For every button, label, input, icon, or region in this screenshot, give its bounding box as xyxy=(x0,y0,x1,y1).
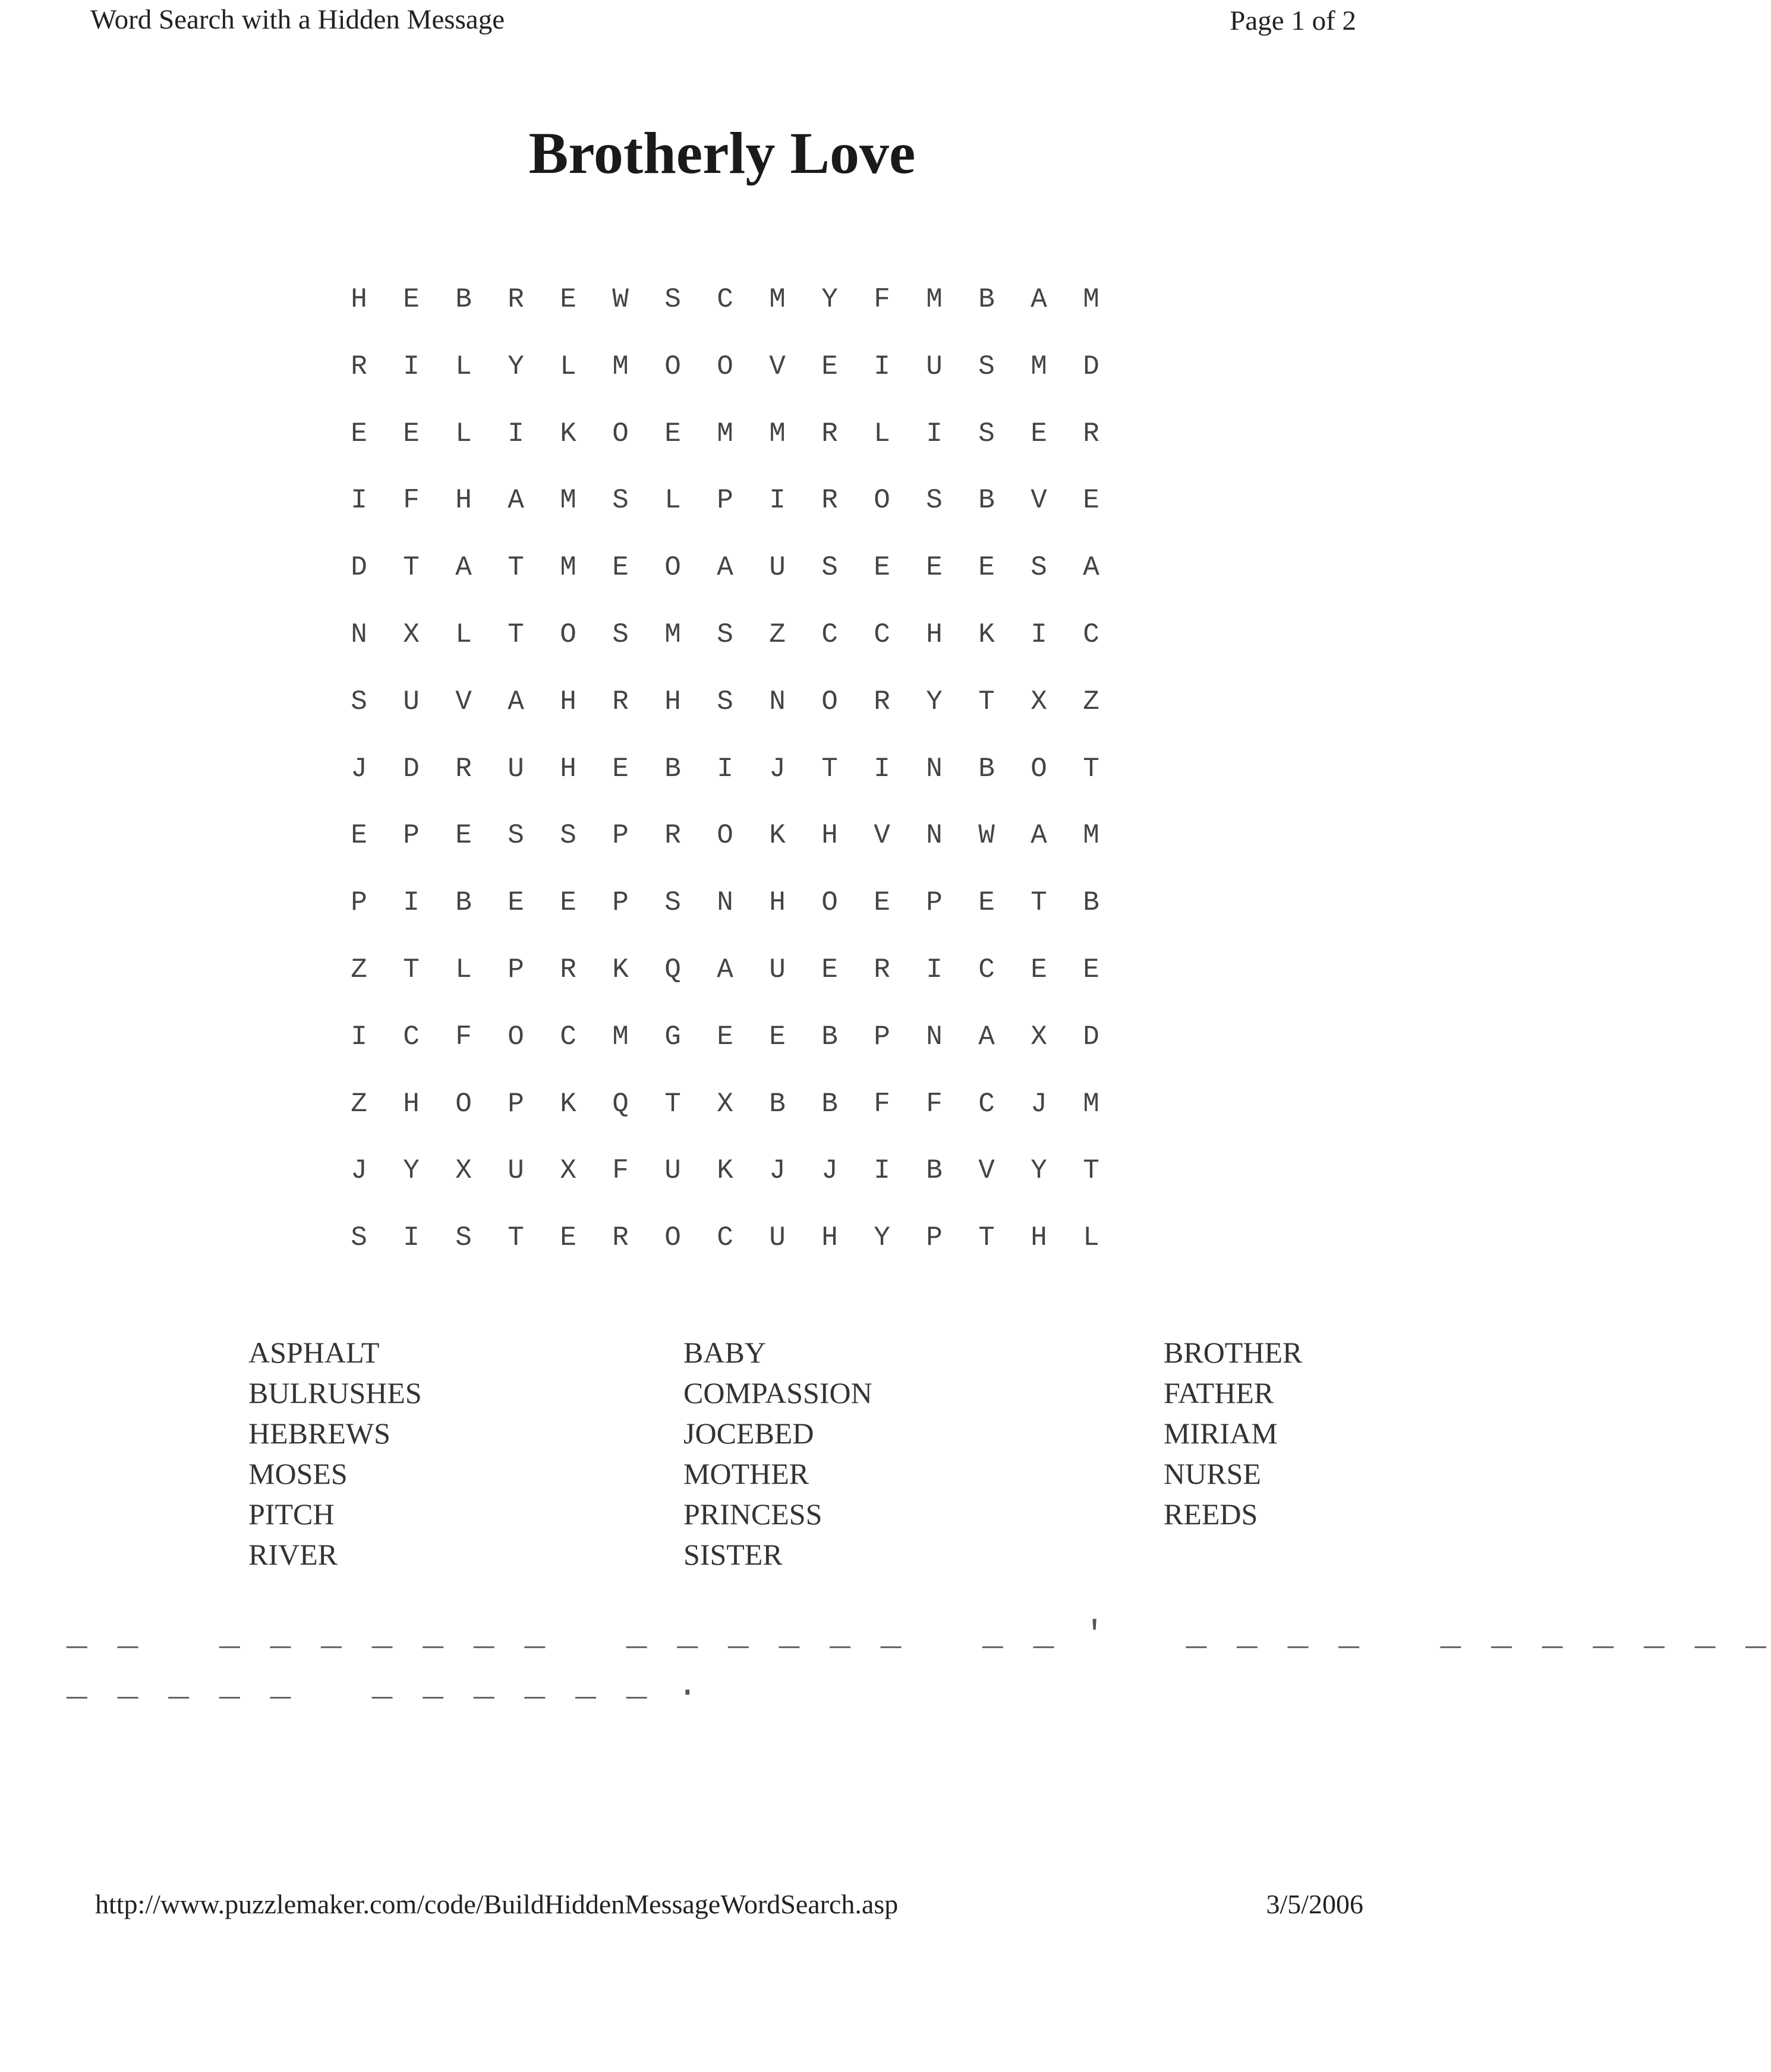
grid-letter: P xyxy=(508,1088,524,1119)
grid-letter: N xyxy=(769,686,786,717)
grid-letter: P xyxy=(926,1222,943,1254)
grid-letter: B xyxy=(455,887,472,919)
grid-letter: S xyxy=(717,686,733,717)
grid-letter: I xyxy=(769,485,786,516)
grid-letter: E xyxy=(1083,485,1099,516)
grid-letter: S xyxy=(1031,552,1047,584)
grid-letter: D xyxy=(351,552,367,584)
grid-letter: P xyxy=(612,820,629,851)
grid-letter: K xyxy=(560,1088,576,1119)
grid-letter: T xyxy=(978,1222,995,1254)
grid-letter: P xyxy=(403,820,420,851)
grid-letter: R xyxy=(560,954,576,985)
grid-letter: R xyxy=(351,351,367,382)
grid-letter: E xyxy=(455,820,472,851)
grid-letter: L xyxy=(455,351,472,382)
word-list-item: PITCH xyxy=(248,1497,335,1531)
grid-letter: U xyxy=(769,552,786,584)
grid-letter: K xyxy=(769,820,786,851)
grid-letter: B xyxy=(978,753,995,784)
grid-letter: S xyxy=(455,1222,472,1254)
grid-letter: P xyxy=(926,887,943,919)
grid-letter: E xyxy=(612,552,629,584)
word-list-item: COMPASSION xyxy=(683,1376,872,1409)
grid-letter: Z xyxy=(769,619,786,650)
grid-letter: O xyxy=(821,887,838,919)
grid-letter: D xyxy=(1083,351,1099,382)
grid-letter: J xyxy=(351,753,367,784)
grid-letter: A xyxy=(717,954,733,985)
grid-letter: E xyxy=(560,1222,576,1254)
grid-letter: D xyxy=(403,753,420,784)
grid-letter: H xyxy=(821,820,838,851)
grid-letter: R xyxy=(508,284,524,315)
grid-letter: X xyxy=(560,1155,576,1187)
grid-letter: J xyxy=(351,1155,367,1187)
word-list-item: MOSES xyxy=(248,1457,348,1490)
grid-letter: J xyxy=(769,753,786,784)
grid-letter: J xyxy=(769,1155,786,1187)
grid-letter: O xyxy=(508,1021,524,1052)
grid-letter: I xyxy=(717,753,733,784)
word-list-item: PRINCESS xyxy=(683,1497,823,1531)
grid-letter: R xyxy=(1083,418,1099,449)
grid-letter: R xyxy=(821,485,838,516)
grid-letter: S xyxy=(612,619,629,650)
grid-letter: K xyxy=(612,954,629,985)
grid-letter: O xyxy=(1031,753,1047,784)
grid-letter: O xyxy=(455,1088,472,1119)
grid-letter: U xyxy=(508,753,524,784)
grid-letter: M xyxy=(612,351,629,382)
grid-letter: S xyxy=(612,485,629,516)
grid-letter: L xyxy=(664,485,681,516)
grid-letter: E xyxy=(560,284,576,315)
grid-row xyxy=(333,1021,1117,1089)
grid-letter: K xyxy=(717,1155,733,1187)
grid-letter: U xyxy=(769,1222,786,1254)
grid-letter: E xyxy=(717,1021,733,1052)
grid-letter: E xyxy=(664,418,681,449)
word-list-item: HEBREWS xyxy=(248,1417,390,1450)
grid-letter: H xyxy=(351,284,367,315)
grid-letter: F xyxy=(403,485,420,516)
grid-letter: U xyxy=(926,351,943,382)
grid-letter: M xyxy=(717,418,733,449)
grid-letter: I xyxy=(351,485,367,516)
grid-letter: C xyxy=(717,1222,733,1254)
grid-letter: L xyxy=(1083,1222,1099,1254)
grid-letter: P xyxy=(612,887,629,919)
grid-letter: O xyxy=(874,485,890,516)
grid-letter: M xyxy=(560,552,576,584)
grid-letter: T xyxy=(978,686,995,717)
grid-letter: E xyxy=(403,418,420,449)
grid-letter: H xyxy=(560,686,576,717)
grid-letter: M xyxy=(664,619,681,650)
grid-letter: Q xyxy=(664,954,681,985)
grid-letter: I xyxy=(403,887,420,919)
grid-letter: E xyxy=(612,753,629,784)
grid-letter: H xyxy=(926,619,943,650)
grid-letter: E xyxy=(874,552,890,584)
grid-letter: E xyxy=(769,1021,786,1052)
grid-letter: R xyxy=(612,1222,629,1254)
grid-letter: X xyxy=(403,619,420,650)
grid-letter: A xyxy=(508,686,524,717)
word-search-grid xyxy=(333,284,1117,1289)
grid-letter: H xyxy=(664,686,681,717)
grid-letter: B xyxy=(769,1088,786,1119)
grid-row xyxy=(333,820,1117,887)
grid-letter: M xyxy=(769,284,786,315)
word-list-item: BROTHER xyxy=(1164,1336,1303,1369)
grid-letter: A xyxy=(717,552,733,584)
grid-letter: L xyxy=(560,351,576,382)
grid-letter: Y xyxy=(874,1222,890,1254)
grid-letter: T xyxy=(1031,887,1047,919)
grid-letter: O xyxy=(717,351,733,382)
grid-letter: C xyxy=(821,619,838,650)
grid-letter: Y xyxy=(1031,1155,1047,1187)
grid-letter: N xyxy=(926,1021,943,1052)
grid-row xyxy=(333,753,1117,821)
grid-letter: N xyxy=(351,619,367,650)
grid-letter: R xyxy=(664,820,681,851)
hidden-message-line-1: _ _ _ _ _ _ _ _ _ _ _ _ _ _ _ _ _ ' _ _ _ _ _ _ _ _ _ _ _ xyxy=(67,1616,1771,1655)
grid-letter: B xyxy=(821,1088,838,1119)
grid-letter: E xyxy=(821,351,838,382)
grid-letter: E xyxy=(351,820,367,851)
grid-letter: E xyxy=(403,284,420,315)
grid-letter: C xyxy=(717,284,733,315)
grid-letter: Y xyxy=(508,351,524,382)
word-list-item: MOTHER xyxy=(683,1457,809,1490)
grid-letter: X xyxy=(455,1155,472,1187)
grid-letter: O xyxy=(612,418,629,449)
grid-letter: B xyxy=(821,1021,838,1052)
grid-row xyxy=(333,351,1117,418)
grid-letter: G xyxy=(664,1021,681,1052)
grid-letter: U xyxy=(664,1155,681,1187)
grid-letter: W xyxy=(612,284,629,315)
grid-letter: F xyxy=(874,284,890,315)
grid-letter: I xyxy=(874,753,890,784)
grid-letter: X xyxy=(717,1088,733,1119)
grid-letter: M xyxy=(1031,351,1047,382)
grid-letter: E xyxy=(978,552,995,584)
grid-letter: F xyxy=(455,1021,472,1052)
grid-letter: X xyxy=(1031,1021,1047,1052)
grid-letter: H xyxy=(560,753,576,784)
grid-row xyxy=(333,619,1117,686)
grid-letter: C xyxy=(403,1021,420,1052)
grid-letter: M xyxy=(612,1021,629,1052)
grid-letter: E xyxy=(1031,418,1047,449)
grid-letter: E xyxy=(978,887,995,919)
grid-letter: D xyxy=(1083,1021,1099,1052)
grid-letter: R xyxy=(455,753,472,784)
grid-letter: M xyxy=(926,284,943,315)
grid-row xyxy=(333,418,1117,485)
word-list-item: SISTER xyxy=(683,1538,783,1571)
grid-letter: I xyxy=(926,954,943,985)
grid-letter: J xyxy=(821,1155,838,1187)
grid-letter: F xyxy=(874,1088,890,1119)
grid-letter: J xyxy=(1031,1088,1047,1119)
grid-letter: H xyxy=(403,1088,420,1119)
grid-letter: A xyxy=(1031,284,1047,315)
word-list-item: JOCEBED xyxy=(683,1417,814,1450)
grid-letter: B xyxy=(978,485,995,516)
grid-letter: F xyxy=(612,1155,629,1187)
word-list-column-2 xyxy=(683,1332,872,1575)
grid-letter: T xyxy=(508,552,524,584)
word-list-item: MIRIAM xyxy=(1164,1417,1278,1450)
grid-letter: S xyxy=(978,418,995,449)
grid-row xyxy=(333,686,1117,753)
grid-letter: L xyxy=(455,954,472,985)
word-list-column-1 xyxy=(248,1332,422,1575)
word-list-item: REEDS xyxy=(1164,1497,1258,1531)
grid-letter: T xyxy=(508,619,524,650)
grid-letter: X xyxy=(1031,686,1047,717)
grid-letter: F xyxy=(926,1088,943,1119)
word-list-item: BULRUSHES xyxy=(248,1376,422,1409)
grid-letter: N xyxy=(717,887,733,919)
grid-letter: V xyxy=(769,351,786,382)
grid-letter: V xyxy=(874,820,890,851)
grid-letter: I xyxy=(351,1021,367,1052)
grid-letter: O xyxy=(717,820,733,851)
grid-letter: I xyxy=(403,351,420,382)
grid-row xyxy=(333,1089,1117,1156)
grid-letter: O xyxy=(821,686,838,717)
grid-letter: B xyxy=(664,753,681,784)
grid-letter: E xyxy=(351,418,367,449)
grid-letter: T xyxy=(508,1222,524,1254)
grid-letter: Z xyxy=(351,954,367,985)
grid-letter: I xyxy=(1031,619,1047,650)
grid-letter: V xyxy=(455,686,472,717)
grid-letter: A xyxy=(455,552,472,584)
grid-letter: S xyxy=(351,1222,367,1254)
grid-letter: I xyxy=(508,418,524,449)
grid-letter: I xyxy=(403,1222,420,1254)
grid-letter: S xyxy=(664,887,681,919)
grid-letter: Q xyxy=(612,1088,629,1119)
page-number: Page 1 of 2 xyxy=(1230,5,1356,36)
grid-letter: O xyxy=(560,619,576,650)
grid-letter: V xyxy=(978,1155,995,1187)
grid-letter: S xyxy=(978,351,995,382)
grid-letter: V xyxy=(1031,485,1047,516)
word-list-item: NURSE xyxy=(1164,1457,1261,1490)
grid-row xyxy=(333,887,1117,954)
grid-letter: P xyxy=(874,1021,890,1052)
grid-letter: P xyxy=(717,485,733,516)
grid-letter: N xyxy=(926,820,943,851)
grid-letter: T xyxy=(403,552,420,584)
grid-letter: R xyxy=(612,686,629,717)
grid-letter: R xyxy=(874,954,890,985)
grid-letter: A xyxy=(1031,820,1047,851)
grid-letter: E xyxy=(560,887,576,919)
grid-row xyxy=(333,552,1117,619)
grid-letter: Y xyxy=(821,284,838,315)
grid-letter: E xyxy=(926,552,943,584)
grid-letter: O xyxy=(664,1222,681,1254)
word-list-item: ASPHALT xyxy=(248,1336,380,1369)
grid-letter: E xyxy=(874,887,890,919)
grid-letter: A xyxy=(978,1021,995,1052)
word-list-item: FATHER xyxy=(1164,1376,1274,1409)
word-list-column-3 xyxy=(1164,1332,1302,1534)
grid-letter: C xyxy=(978,954,995,985)
grid-letter: Z xyxy=(351,1088,367,1119)
grid-letter: I xyxy=(874,351,890,382)
grid-letter: I xyxy=(874,1155,890,1187)
grid-letter: T xyxy=(821,753,838,784)
grid-letter: M xyxy=(1083,284,1099,315)
grid-letter: C xyxy=(560,1021,576,1052)
footer-url: http://www.puzzlemaker.com/code/BuildHiddenMessageWordSearch.asp xyxy=(95,1889,899,1919)
grid-letter: I xyxy=(926,418,943,449)
grid-letter: S xyxy=(717,619,733,650)
grid-letter: H xyxy=(769,887,786,919)
grid-row xyxy=(333,284,1117,351)
grid-letter: T xyxy=(1083,1155,1099,1187)
grid-letter: R xyxy=(874,686,890,717)
grid-letter: Y xyxy=(403,1155,420,1187)
header-title: Word Search with a Hidden Message xyxy=(90,4,505,35)
grid-letter: B xyxy=(926,1155,943,1187)
grid-letter: P xyxy=(351,887,367,919)
word-list-item: RIVER xyxy=(248,1538,338,1571)
grid-row xyxy=(333,954,1117,1021)
grid-letter: B xyxy=(455,284,472,315)
grid-letter: M xyxy=(1083,1088,1099,1119)
grid-letter: S xyxy=(508,820,524,851)
grid-row xyxy=(333,485,1117,552)
grid-letter: E xyxy=(821,954,838,985)
grid-letter: S xyxy=(926,485,943,516)
grid-letter: T xyxy=(1083,753,1099,784)
grid-letter: W xyxy=(978,820,995,851)
grid-letter: B xyxy=(1083,887,1099,919)
grid-letter: Z xyxy=(1083,686,1099,717)
grid-letter: M xyxy=(1083,820,1099,851)
grid-letter: K xyxy=(978,619,995,650)
grid-letter: S xyxy=(351,686,367,717)
grid-letter: L xyxy=(874,418,890,449)
grid-letter: P xyxy=(508,954,524,985)
grid-letter: E xyxy=(508,887,524,919)
hidden-message-line-2: _ _ _ _ _ _ _ _ _ _ _ . xyxy=(67,1667,703,1705)
footer-date: 3/5/2006 xyxy=(1266,1889,1363,1919)
grid-letter: N xyxy=(926,753,943,784)
grid-letter: C xyxy=(1083,619,1099,650)
grid-letter: U xyxy=(508,1155,524,1187)
grid-letter: U xyxy=(403,686,420,717)
grid-letter: H xyxy=(455,485,472,516)
grid-letter: S xyxy=(664,284,681,315)
grid-letter: H xyxy=(1031,1222,1047,1254)
grid-row xyxy=(333,1222,1117,1289)
grid-letter: S xyxy=(560,820,576,851)
grid-letter: T xyxy=(664,1088,681,1119)
grid-letter: C xyxy=(978,1088,995,1119)
grid-row xyxy=(333,1155,1117,1222)
grid-letter: B xyxy=(978,284,995,315)
grid-letter: Y xyxy=(926,686,943,717)
grid-letter: A xyxy=(1083,552,1099,584)
grid-letter: H xyxy=(821,1222,838,1254)
grid-letter: R xyxy=(821,418,838,449)
grid-letter: M xyxy=(769,418,786,449)
grid-letter: L xyxy=(455,619,472,650)
grid-letter: L xyxy=(455,418,472,449)
grid-letter: E xyxy=(1031,954,1047,985)
grid-letter: K xyxy=(560,418,576,449)
grid-letter: T xyxy=(403,954,420,985)
grid-letter: O xyxy=(664,351,681,382)
page-title: Brotherly Love xyxy=(528,120,916,186)
grid-letter: E xyxy=(1083,954,1099,985)
grid-letter: S xyxy=(821,552,838,584)
grid-letter: U xyxy=(769,954,786,985)
grid-letter: A xyxy=(508,485,524,516)
grid-letter: M xyxy=(560,485,576,516)
grid-letter: C xyxy=(874,619,890,650)
grid-letter: O xyxy=(664,552,681,584)
word-list-item: BABY xyxy=(683,1336,766,1369)
